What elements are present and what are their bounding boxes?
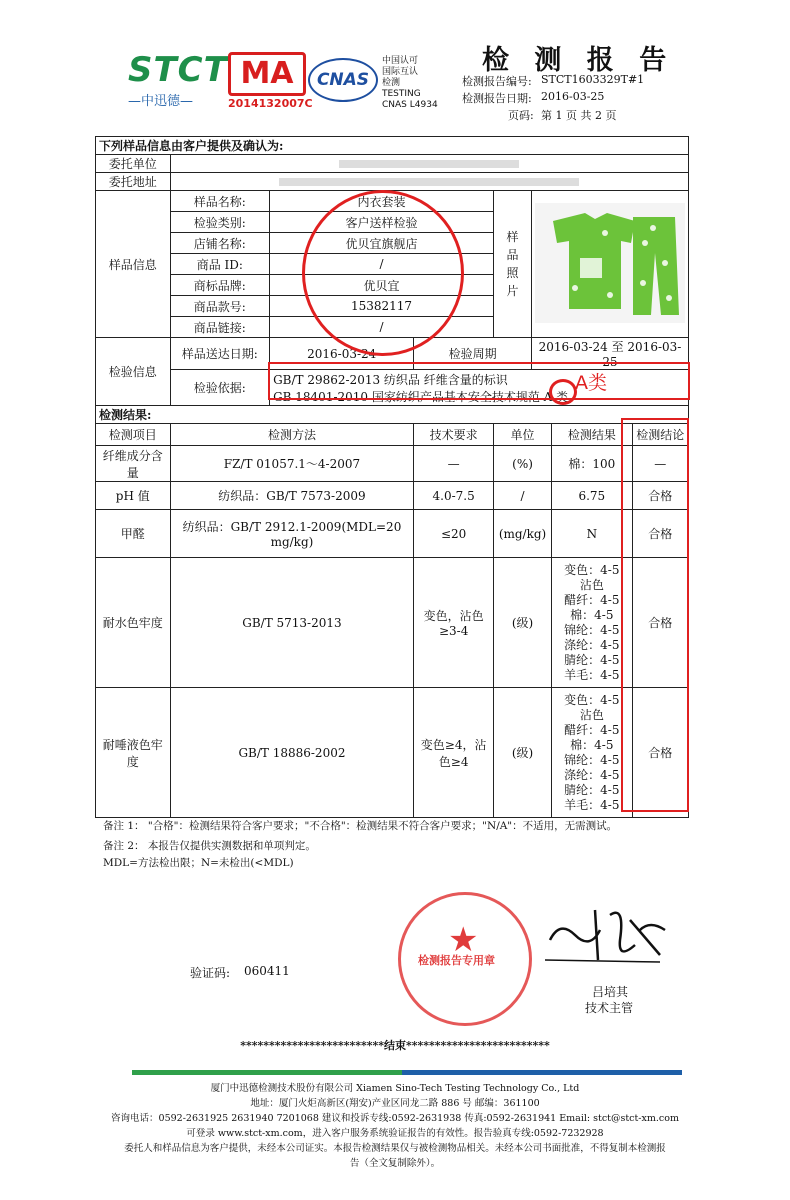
sample-row-value: / xyxy=(270,254,494,275)
footer-disclaimer: 委托人和样品信息为客户提供，未经本公司证实。本报告检测结果仅与被检测物品相关。未经本公司书面批准，不得复制本检测报 xyxy=(124,1143,666,1154)
cnas-logo: CNAS xyxy=(308,58,378,102)
result-conclusion: 合格 xyxy=(632,510,688,558)
result-line: 涤纶：4-5 xyxy=(564,637,620,652)
note-1: 备注 1： "合格"：检测结果符合客户要求；"不合格"：检测结果不符合客户要求；"N/A"：不适用，无需测试。 xyxy=(103,820,618,832)
signatory-title: 技术主管 xyxy=(585,1001,634,1015)
sample-row-label: 检验类别: xyxy=(170,212,269,233)
class-a-highlight-circle xyxy=(549,379,577,405)
result-req: 变色≥4，沾色≥4 xyxy=(414,688,494,818)
sample-row-label: 商标品牌: xyxy=(170,275,269,296)
sample-row-value: 客户送样检验 xyxy=(270,212,494,233)
result-req: 4.0-7.5 xyxy=(414,482,494,510)
footer-verify: 可登录 www.stct-xm.com，进入客户服务系统验证报告的有效性。报告验真专线:0592-7232928 xyxy=(186,1128,604,1139)
result-line: 锦纶：4-5 xyxy=(564,752,620,767)
ma-number: 2014132007C xyxy=(228,97,313,110)
cnas-text-line: 中国认可 xyxy=(382,56,419,66)
client-label: 委托单位 xyxy=(96,155,171,173)
sample-row-value: 优贝宜 xyxy=(270,275,494,296)
result-line: 变色：4-5 xyxy=(564,562,620,577)
result-value xyxy=(552,688,633,818)
sample-row-label: 样品名称: xyxy=(170,191,269,212)
result-line: 腈纶：4-5 xyxy=(564,782,620,797)
sample-section-title: 下列样品信息由客户提供及确认为: xyxy=(96,137,689,155)
result-method: 纺织品：GB/T 7573-2009 xyxy=(170,482,414,510)
result-req: — xyxy=(414,446,494,482)
page-value: 第 1 页 共 2 页 xyxy=(541,109,617,122)
result-line: 沾色 xyxy=(579,577,604,592)
table-row xyxy=(96,688,689,818)
photo-label: 样品照片 xyxy=(493,191,531,338)
class-a-annotation: A类 xyxy=(575,372,607,394)
stct-logo: STCT xyxy=(128,50,228,90)
result-line: 醋纤：4-5 xyxy=(564,592,620,607)
page-label: 页码: xyxy=(508,109,534,122)
stct-logo-subtitle: —中迅德— xyxy=(128,94,194,109)
client-address-label: 委托地址 xyxy=(96,173,171,191)
result-value: 棉：100 xyxy=(552,446,633,482)
result-conclusion: 合格 xyxy=(632,482,688,510)
result-unit: (级) xyxy=(493,688,551,818)
end-marker: *************************结束************************* xyxy=(240,1039,550,1052)
results-header-item: 检测项目 xyxy=(96,424,171,446)
result-item: pH 值 xyxy=(96,482,171,510)
results-header-unit: 单位 xyxy=(493,424,551,446)
footer-disclaimer-2: 告（全文复制除外）。 xyxy=(349,1158,441,1169)
client-address-value xyxy=(170,173,688,191)
verify-label: 验证码: xyxy=(190,966,231,980)
result-method: FZ/T 01057.1～4-2007 xyxy=(170,446,414,482)
result-unit: (%) xyxy=(493,446,551,482)
footer-company: 厦门中迅德检测技术股份有限公司 Xiamen Sino-Tech Testing Technology Co., Ltd xyxy=(210,1083,580,1094)
table-row xyxy=(96,558,689,688)
result-line: 腈纶：4-5 xyxy=(564,652,620,667)
sample-row-label: 商品款号: xyxy=(170,296,269,317)
result-line: 羊毛：4-5 xyxy=(564,797,620,812)
sample-row-label: 商品 ID: xyxy=(170,254,269,275)
handwritten-signature xyxy=(540,900,670,970)
cnas-text-line: 检测 xyxy=(382,78,401,88)
sample-row-value: 15382117 xyxy=(270,296,494,317)
results-header-method: 检测方法 xyxy=(170,424,414,446)
report-no: STCT1603329T#1 xyxy=(541,73,645,86)
note-3: MDL=方法检出限；N=未检出(<MDL) xyxy=(103,857,294,869)
inspection-label: 检验信息 xyxy=(96,338,171,406)
page-title: 检 测 报 告 xyxy=(482,45,675,76)
sample-info-highlight-circle xyxy=(302,190,464,356)
result-value xyxy=(552,558,633,688)
result-unit: / xyxy=(493,482,551,510)
result-line: 醋纤：4-5 xyxy=(564,722,620,737)
result-conclusion: 合格 xyxy=(632,688,688,818)
footer-green-bar xyxy=(132,1070,402,1075)
result-item: 耐水色牢度 xyxy=(96,558,171,688)
result-line: 棉：4-5 xyxy=(570,737,614,752)
footer-blue-bar xyxy=(402,1070,682,1075)
pajama-photo-image xyxy=(535,203,685,323)
results-header-req: 技术要求 xyxy=(414,424,494,446)
report-date-label: 检测报告日期: xyxy=(462,92,532,105)
verify-code: 060411 xyxy=(244,964,290,978)
client-value xyxy=(170,155,688,173)
result-value: 6.75 xyxy=(552,482,633,510)
result-method: GB/T 5713-2013 xyxy=(170,558,414,688)
basis-label: 检验依据: xyxy=(170,370,269,406)
sample-row-label: 商品链接: xyxy=(170,317,269,338)
result-unit: (mg/kg) xyxy=(493,510,551,558)
result-conclusion: — xyxy=(632,446,688,482)
result-value: N xyxy=(552,510,633,558)
footer-address: 地址：厦门火炬高新区(翔安)产业区同龙二路 886 号 邮编：361100 xyxy=(250,1098,540,1109)
results-header-result: 检测结果 xyxy=(552,424,633,446)
table-row xyxy=(96,482,689,510)
seal-star-icon: ★ xyxy=(448,920,479,960)
sample-row-value: / xyxy=(270,317,494,338)
result-line: 变色：4-5 xyxy=(564,692,620,707)
table-row xyxy=(96,446,689,482)
report-no-label: 检测报告编号: xyxy=(462,75,532,88)
sample-info-label: 样品信息 xyxy=(96,191,171,338)
cnas-text-line: TESTING xyxy=(382,89,421,99)
result-item: 耐唾液色牢度 xyxy=(96,688,171,818)
cnas-text xyxy=(382,56,442,111)
table-row xyxy=(96,510,689,558)
result-method: GB/T 18886-2002 xyxy=(170,688,414,818)
conclusion-highlight-box xyxy=(621,418,689,812)
cnas-text-line: 国际互认 xyxy=(382,67,419,77)
result-line: 沾色 xyxy=(579,707,604,722)
basis-line-1: GB/T 29862-2013 纺织品 纤维含量的标识 xyxy=(273,372,508,387)
cnas-text-line: CNAS L4934 xyxy=(382,100,438,110)
sample-row-value: 优贝宜旗舰店 xyxy=(270,233,494,254)
result-conclusion: 合格 xyxy=(632,558,688,688)
result-line: 涤纶：4-5 xyxy=(564,767,620,782)
result-req: 变色，沾色≥3-4 xyxy=(414,558,494,688)
result-method: 纺织品：GB/T 2912.1-2009(MDL=20 mg/kg) xyxy=(170,510,414,558)
arrival-label: 样品送达日期: xyxy=(170,338,269,370)
basis-highlight-box xyxy=(268,362,690,400)
result-line: 锦纶：4-5 xyxy=(564,622,620,637)
arrival-value: 2016-03-24 xyxy=(270,338,414,370)
results-header-conclusion: 检测结论 xyxy=(632,424,688,446)
result-line: 羊毛：4-5 xyxy=(564,667,620,682)
footer-contact: 咨询电话：0592-2631925 2631940 7201068 建议和投诉专线:0592-2631938 传真:0592-2631941 Email: stct@stct-xm.com xyxy=(111,1113,679,1124)
result-unit: (级) xyxy=(493,558,551,688)
results-section-title: 检测结果: xyxy=(96,406,689,424)
note-2: 备注 2： 本报告仅提供实测数据和单项判定。 xyxy=(103,840,316,852)
basis-line-2: GB 18401-2010 国家纺织产品基本安全技术规范 A 类 xyxy=(273,389,569,404)
signatory-name: 吕培其 xyxy=(592,985,629,999)
result-item: 甲醛 xyxy=(96,510,171,558)
seal-text: 检测报告专用章 xyxy=(418,954,495,967)
sample-photo xyxy=(531,191,688,338)
period-value: 2016-03-24 至 2016-03-25 xyxy=(531,338,688,370)
report-date: 2016-03-25 xyxy=(541,90,605,103)
sample-row-label: 店铺名称: xyxy=(170,233,269,254)
result-req: ≤20 xyxy=(414,510,494,558)
period-label: 检验周期 xyxy=(414,338,532,370)
result-item: 纤维成分含量 xyxy=(96,446,171,482)
result-line: 棉：4-5 xyxy=(570,607,614,622)
sample-row-value: 内衣套装 xyxy=(270,191,494,212)
ma-logo: MA xyxy=(228,52,306,96)
